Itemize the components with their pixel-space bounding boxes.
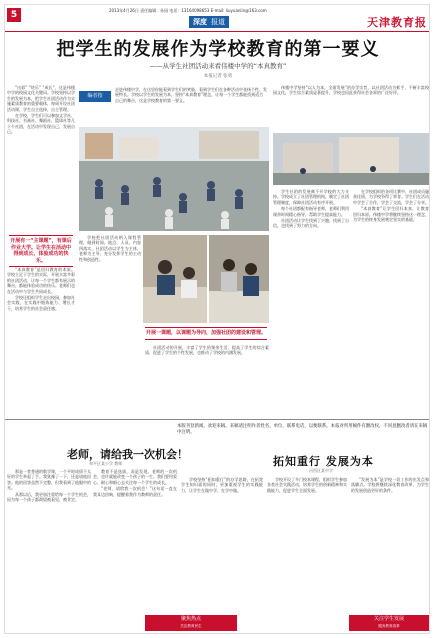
text-column: 教育不是选拔，而是发现。老师的一次机会，也许就能改变一个孩子的一生。我们要用爱心、耐心和细心去关注每一个学生的成长。 “老师，请给我一次机会！”这句话一直在我耳边回响，提醒着我作为教师的责任。: [93, 469, 177, 497]
promo-banner-left: [145, 615, 237, 631]
promo-banner-left-line1: 聚焦热点: [180, 616, 201, 622]
text-column: 学校坚持“拓知重行”的办学思路，在拓宽学生知识面的同时，更加重视学生的实践能力，让学生在做中学、在学中做。: [181, 477, 263, 493]
editor-note-text: 走进伟楼中学，在这里你能看到学生们的笑脸，看到学生们在各种活动中张扬个性、发展特长。学校以学生的发展为本，坚持“本真教育”理念，让每一个学生都能找到适合自己的舞台，这是学校教育的第一要义。: [115, 87, 267, 103]
header-rule: [5, 31, 430, 32]
editorial-notice: 本版刊登新闻，欢迎来稿。来稿请注明作者姓名、单位、联系电话，以便联系。本报对所用稿件有删改权，不同意删改者请在来稿中注明。: [177, 424, 428, 435]
section-tag: [189, 16, 229, 28]
secondary-headline-right: 拓知重行 发展为本: [273, 455, 374, 468]
text-column: “发展为本”是学校一切工作的出发点和落脚点。学校将继续深化教育改革，为学生的发展创造更好的条件。: [351, 477, 429, 493]
editor-note: [79, 87, 267, 123]
text-column: 伟楼中学坚持“以人为本，全面发展”的办学宗旨，以社团活动为抓手，不断丰富校园文化，学生综合素质显著提升，学校也因此获得社会各界的广泛好评。: [273, 85, 429, 96]
promo-banner-right: [349, 615, 429, 631]
secondary-headline-left: 老师，请给我一次机会！: [67, 448, 188, 461]
page-header: [5, 5, 430, 31]
promo-banner-left-line2: 关注教育民生: [180, 624, 202, 628]
section-sub-label: 报道: [211, 18, 225, 26]
article-byline: 本报记者 张勇: [203, 74, 233, 79]
photo-outdoor-activity-image: [79, 127, 269, 231]
section-divider: [5, 419, 430, 420]
text-column: 学校把社团活动纳入课程管理，做到时间、地点、人员、内容四落实。社团活动以学生为主体，老师为主导，充分发挥学生的主动性和创造性。: [79, 235, 141, 262]
text-column: 社团活动的开展，丰富了学生的课余生活，提高了学生的综合素质，促进了学生的个性发展，也推动了学校的内涵发展。: [145, 345, 269, 356]
secondary-byline-right: 河西区某中学: [309, 468, 333, 473]
text-column: 学校开设了多门校本课程，组织学生参加各类社会实践活动，培养学生的创新精神和实践能力，促进学生全面发展。: [267, 477, 347, 493]
photo-classroom-right-image: [209, 235, 269, 323]
text-column: “出彩” “快乐” “成长”，这是伟楼中学的校园文化关键词。学校坚持以学生的发展为本，把学生社团活动作为实施素质教育的重要载体，每周开设社团活动课，学生自主选择，自主管理。 在学校，学生们可以参加文学社、科技社、书画社、舞蹈社、篮球社等几十个社团，在活动中发现自己、发展自己。: [7, 85, 75, 135]
photo-classroom-left: [143, 235, 207, 323]
text-column: “本真教育”是回归教育的本原。学校立足于学生的实际，开展丰富多彩的社团活动，让每一个学生都有展示的舞台，都能体验成功的快乐。老师们也在活动中与学生共同成长。 学校还组织学生走出校园，参加社会实践，在实践中锻炼能力、增长才干，培养学生的社会责任感。: [7, 267, 75, 311]
paper-logo: 天津教育报: [367, 16, 427, 29]
text-column: 在学校组织的各项比赛中，社团成员屡获佳绩，为学校争得了荣誉。学生们在活动中学会了合作，学会了交流，学会了分享。 “本真教育”让学生回归本真，让教育回归本原。伟楼中学将继续坚持这一理念，为学生的终身发展奠定坚实的基础。: [353, 189, 429, 223]
pull-quote: 开展有一“主课题”，有课后作业大学。让学生在活动中得到成长，体验成功的快乐。: [9, 235, 73, 267]
pull-quote: 开展一课题，以课题为导向，加强社团的建设和管理。: [145, 327, 267, 340]
dateline: 2013年4月26日 责任编辑：孙园 电话：13164098653 E-mail: liuyuanlin@163.com: [109, 8, 267, 13]
text-column: 学生社团的发展离不开学校的大力支持。学校成立了社团管理机构，制定了社团管理制度，保障社团活动有序开展。 每个社团都配有指导老师，老师们利用课余时间精心指导，帮助学生提高能力。 社团活动让学生找到了兴趣，找到了自信，也找到了努力的方向。: [273, 189, 349, 229]
photo-campus: [273, 133, 429, 185]
photo-outdoor-activity: [79, 127, 269, 231]
promo-banner-right-line1: 关注学生发展: [373, 616, 404, 622]
photo-classroom-right: [209, 235, 269, 323]
photo-classroom-left-image: [143, 235, 207, 323]
newspaper-page: [4, 4, 430, 634]
text-column: 那是一堂普通的数学课，一个平时成绩不太好的学生举起了手。我犹豫了一下，还是请他回答。他的回答虽然不完整，但我看到了他眼中的光。 从那以后，我更加注重给每一个学生机会，因为每一个孩子都渴望被看见、被肯定。: [7, 469, 91, 503]
secondary-byline-left: 和平区某小学 教师: [89, 461, 123, 466]
article-subhead: ——从学生社团活动来看伟楼中学的“本真教育”: [149, 62, 287, 70]
editor-note-badge: 编者按: [79, 91, 111, 102]
promo-banner-right-line2: 服务教育改革: [378, 624, 400, 628]
article-headline: 把学生的发展作为学校教育的第一要义: [56, 39, 380, 60]
section-label: 深度: [193, 18, 207, 26]
page-number: 5: [7, 8, 21, 22]
photo-campus-image: [273, 133, 429, 185]
